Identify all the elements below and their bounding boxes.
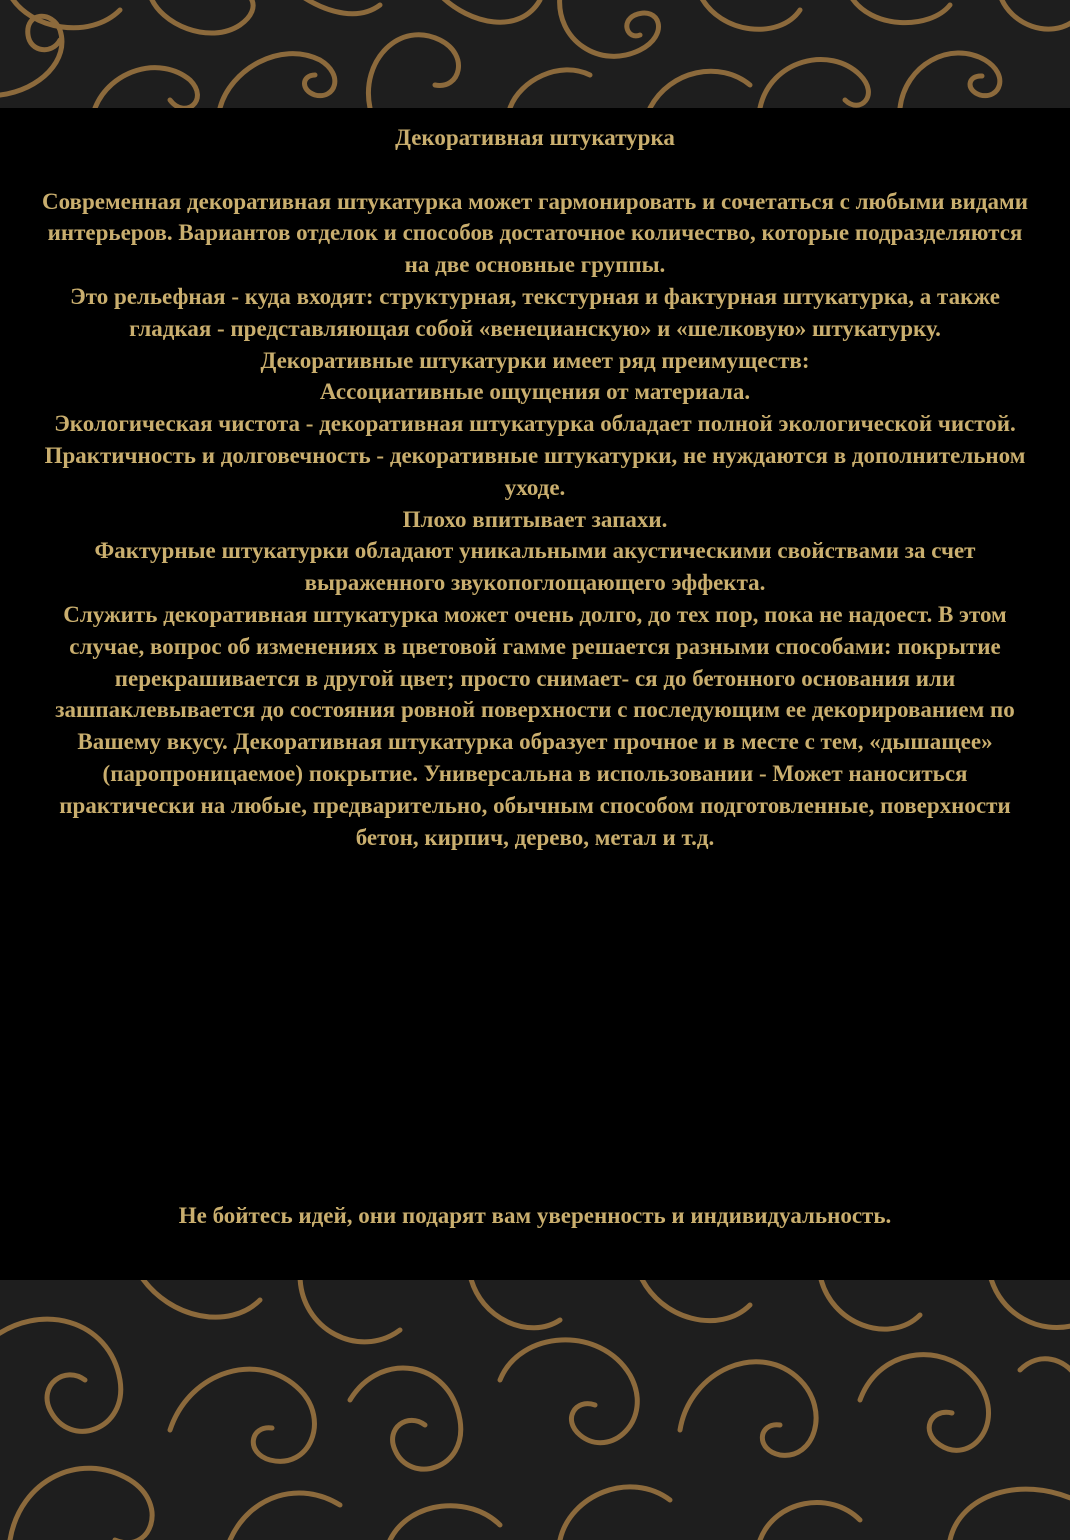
article-paragraph: Служить декоративная штукатурка может очень долго, до тех пор, пока не надоест. В этом случае, вопрос об изменениях в цветовой гамме решается разными способами: покрытие перекрашивается в другой цвет; просто снимает- ся до бетонного основания или зашпаклевывается до состояния ровной поверхности с последующим ее декорированием по Вашему вкусу. Декоративная штукатурка образует прочное и в месте с тем, «дышащее» (паропроницаемое) покрытие. Универсальна в использовании - Может наноситься практически на любые, предварительно, обычным способом подготовленные, поверхности бетон, кирпич, дерево, метал и т.д.	[55, 601, 1015, 850]
article-paragraph: Фактурные штукатурки обладают уникальными акустическими свойствами за счет выраженного звукопоглощающего эффекта.	[94, 538, 976, 596]
article-paragraph: Экологическая чистота - декоративная штукатурка обладает полной экологической чистой. Практичность и долговечность - декоративные штукатурки, не нуждаются в дополнительном уходе.	[44, 411, 1026, 500]
closing-line: Не бойтесь идей, они подарят вам уверенность и индивидуальность.	[178, 1203, 892, 1228]
article-paragraph: Ассоциативные ощущения от материала.	[319, 379, 751, 405]
article-panel	[0, 108, 1070, 1280]
article-paragraph: Современная декоративная штукатурка может гармонировать и сочетаться с любыми видами интерьеров. Вариантов отделок и способов достаточное количество, которые подразделяются на две основные группы.	[42, 188, 1028, 278]
swirl-ornament-bottom	[0, 1280, 1070, 1540]
article-paragraph: Это рельефная - куда входят: структурная, текстурная и фактурная штукатурка, а также гладкая - представляющая собой «венецианскую» и «шелковую» штукатурку.	[70, 283, 1000, 341]
article-paragraph: Декоративные штукатурки имеет ряд преимуществ:	[260, 347, 810, 373]
ornament-border-top	[0, 0, 1070, 108]
article-paragraph: Плохо впитывает запахи.	[402, 506, 668, 532]
swirl-ornament-top	[0, 0, 1070, 108]
article-title: Декоративная штукатурка	[395, 125, 675, 150]
title-spacer	[38, 154, 1032, 186]
ornament-border-bottom	[0, 1280, 1070, 1540]
